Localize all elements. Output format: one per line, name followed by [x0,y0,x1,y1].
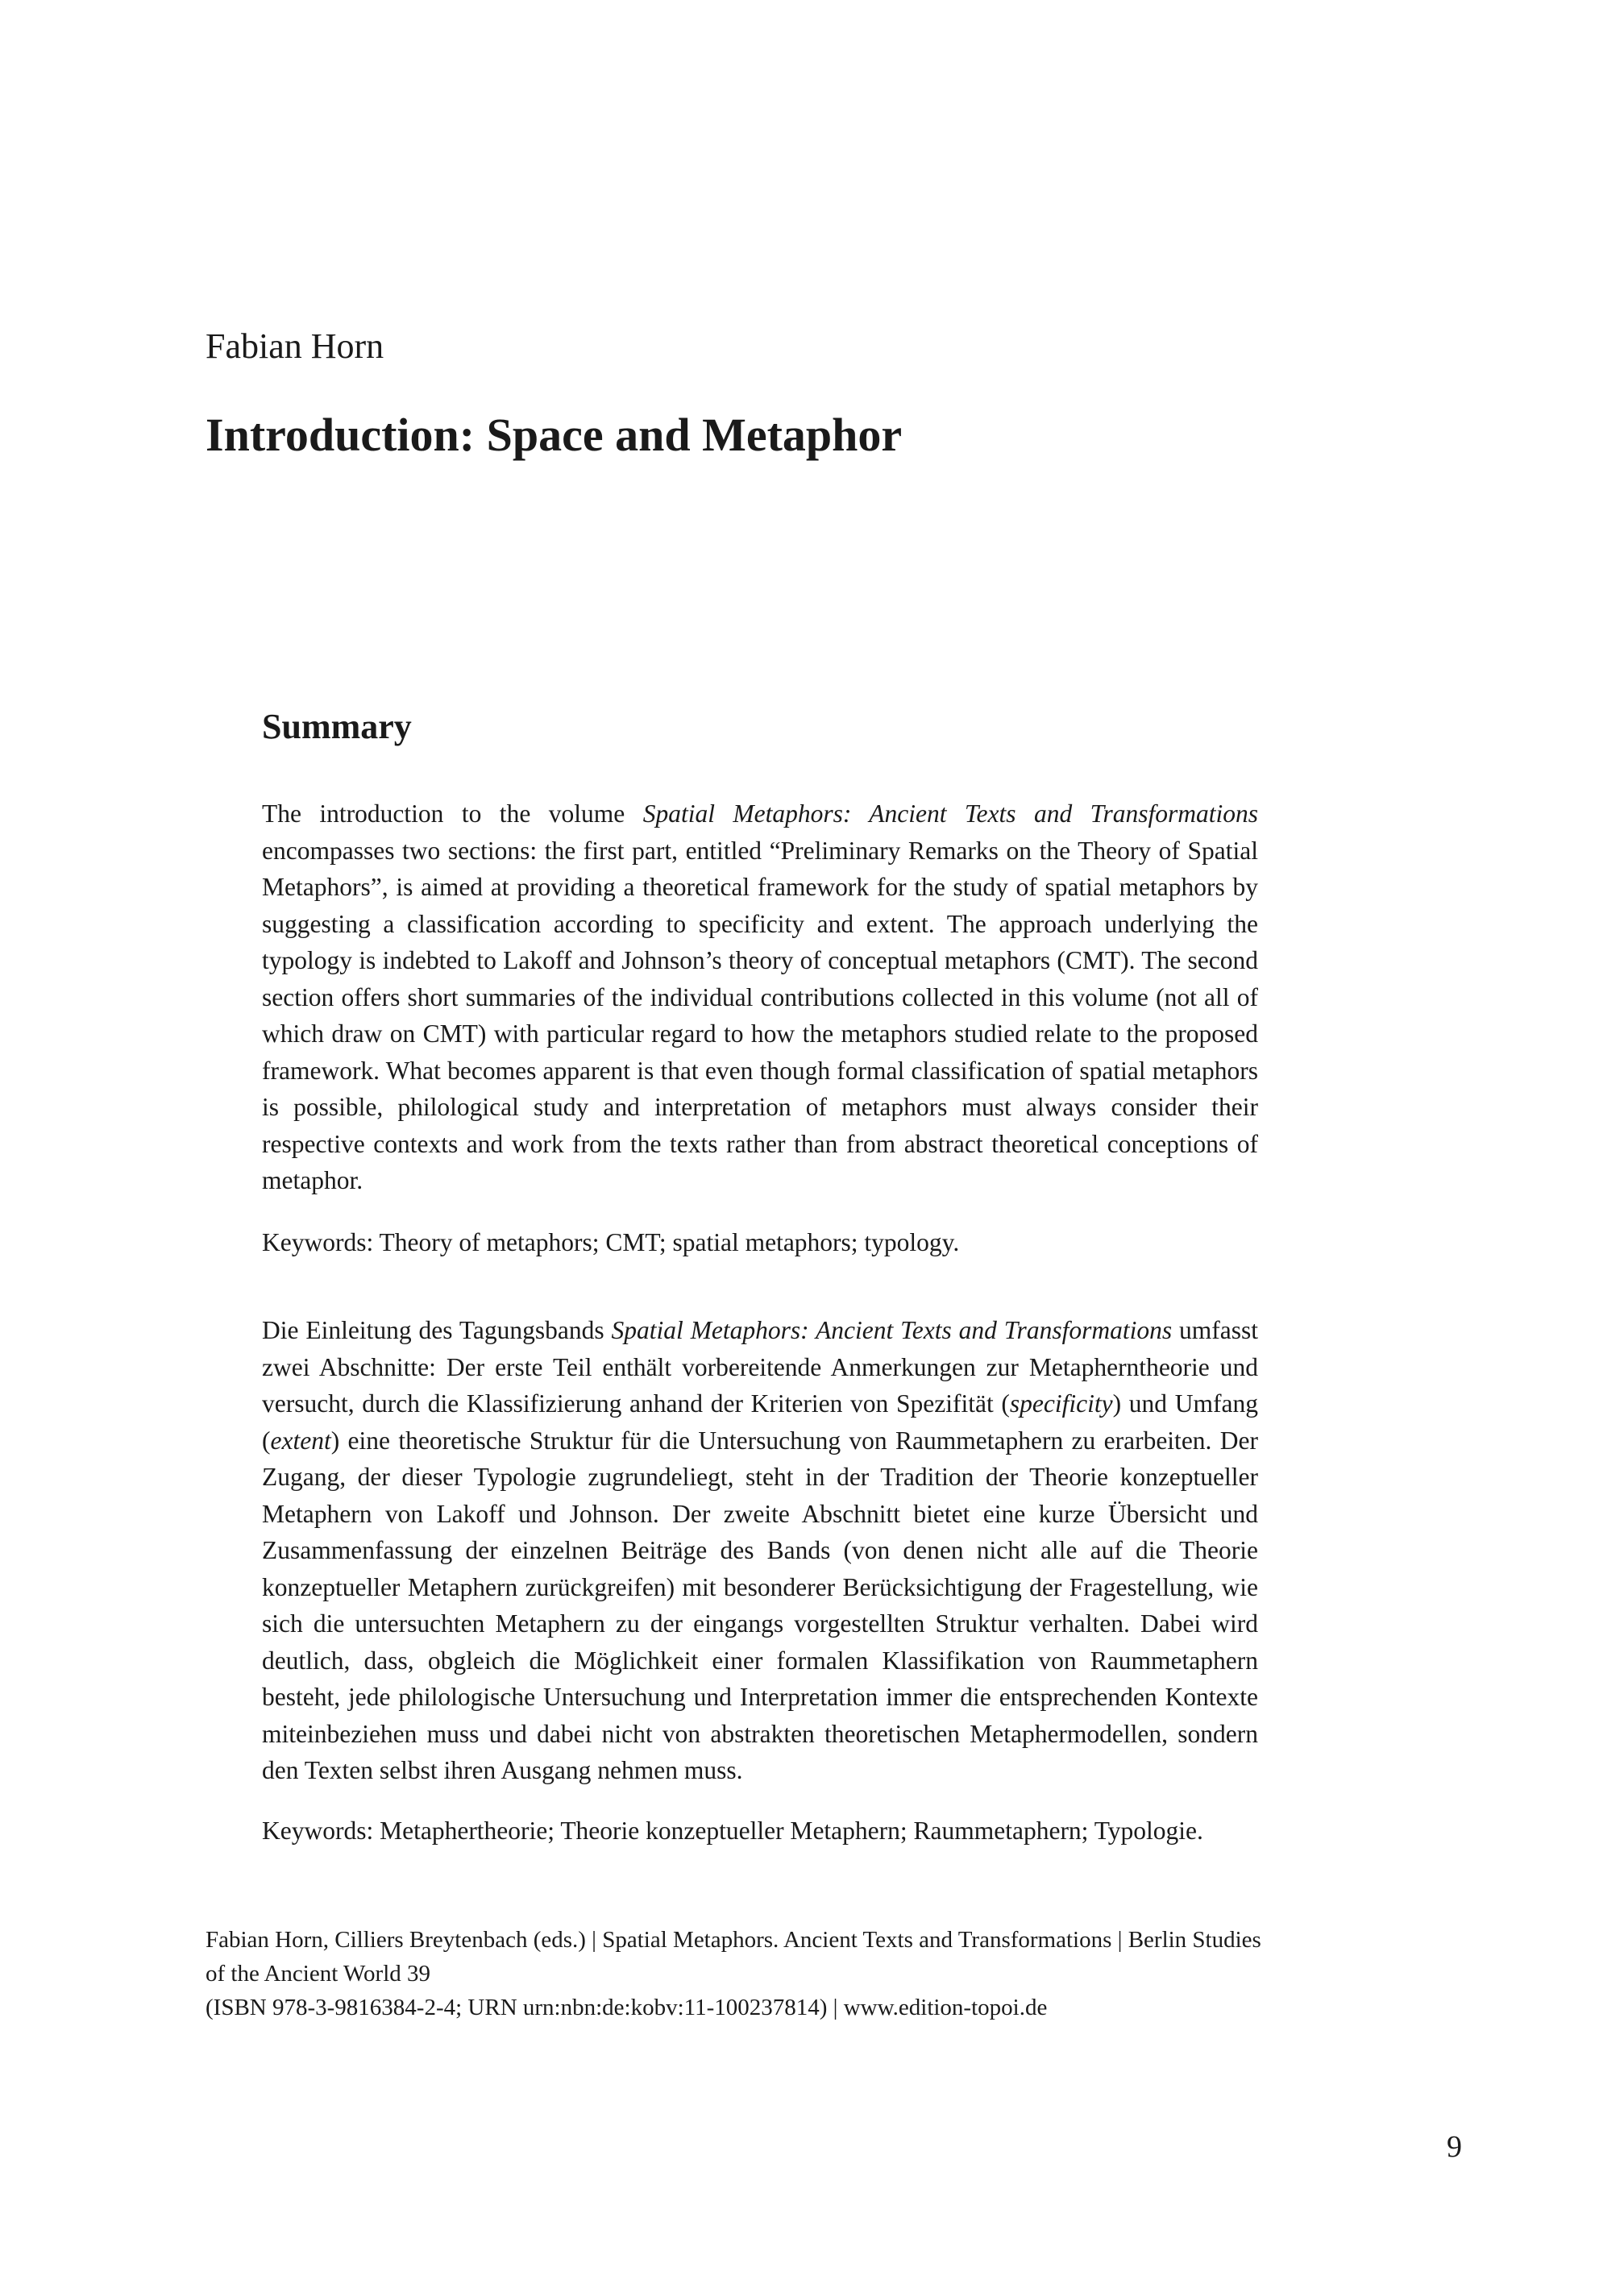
summary-heading: Summary [262,707,412,746]
citation-line-1: Fabian Horn, Cilliers Breytenbach (eds.) | Spatial Metaphors. Ancient Texts and Transformations | Berlin Studies of the Ancient World 39 [206,1927,1261,1987]
page-number: 9 [1447,2130,1462,2164]
abstract-english-book-title: Spatial Metaphors: Ancient Texts and Transformations [642,799,1258,828]
keywords-english-list: Theory of metaphors; CMT; spatial metaphors; typology. [379,1228,960,1256]
abstract-english [262,795,1258,1199]
abstract-english-pre: The introduction to the volume [262,799,643,828]
abstract-german-mid1: umfasst zwei Abschnitte: Der erste Teil enthält vorbereitende Anmerkungen zur Metapherntheorie und versucht, durch die Klassifizierung anhand der Kriterien von Spezifität ( [262,1316,1259,1418]
abstract-german-book-title: Spatial Metaphors: Ancient Texts and Transformations [611,1316,1173,1344]
abstract-german-pre: Die Einleitung des Tagungsbands [262,1316,612,1344]
keywords-german-label: Keywords: [262,1817,374,1845]
abstract-german-term-specificity: specificity [1009,1389,1113,1418]
keywords-german-list: Metaphertheorie; Theorie konzeptueller Metaphern; Raummetaphern; Typologie. [380,1817,1203,1845]
abstract-german-term-extent: extent [270,1426,331,1455]
abstract-german-post: ) eine theoretische Struktur für die Untersuchung von Raummetaphern zu erarbeiten. Der Zugang, der dieser Typologie zugrundeliegt, steht in der Tradition der Theorie konzeptueller Metaphern von Lakoff und Johnson. Der zweite Abschnitt bietet eine kurze Übersicht und Zusammenfassung der einzelnen Beiträge des Bands (von denen nicht alle auf die Theorie konzeptueller Metaphern zurückgreifen) mit besonderer Berücksichtigung der Fragestellung, wie sich die untersuchten Metaphern zu der eingangs vorgestellten Struktur verhalten. Dabei wird deutlich, dass, obgleich die Möglichkeit einer formalen Klassifikation von Raummetaphern besteht, jede philologische Untersuchung und Interpretation immer die entsprechenden Kontexte miteinbeziehen muss und dabei nicht von abstrakten theoretischen Metaphermodellen, sondern den Texten selbst ihren Ausgang nehmen muss. [262,1426,1258,1784]
citation-line-2: (ISBN 978-3-9816384-2-4; URN urn:nbn:de:kobv:11-100237814) | www.edition-topoi.de [206,1995,1048,2020]
abstract-german [262,1312,1258,1789]
citation-footer [206,1923,1269,2024]
abstract-english-post: encompasses two sections: the first part, entitled “Preliminary Remarks on the Theory of Spatial Metaphors”, is aimed at providing a theoretical framework for the study of spatial metaphors by suggesting a classification according to specificity and extent. The approach underlying the typology is indebted to Lakoff and Johnson’s theory of conceptual metaphors (CMT). The second section offers short summaries of the individual contributions collected in this volume (not all of which draw on CMT) with particular regard to how the metaphors studied relate to the proposed framework. What becomes apparent is that even though formal classification of spatial metaphors is possible, philological study and interpretation of metaphors must always consider their respective contexts and work from the texts rather than from abstract theoretical conceptions of metaphor. [262,836,1258,1194]
keywords-german [262,1812,1258,1850]
abstract-german-mid2: ) und Umfang ( [262,1389,1258,1455]
keywords-english [262,1224,1258,1261]
author-name: Fabian Horn [206,326,384,366]
chapter-title: Introduction: Space and Metaphor [206,409,903,461]
keywords-english-label: Keywords: [262,1228,374,1256]
